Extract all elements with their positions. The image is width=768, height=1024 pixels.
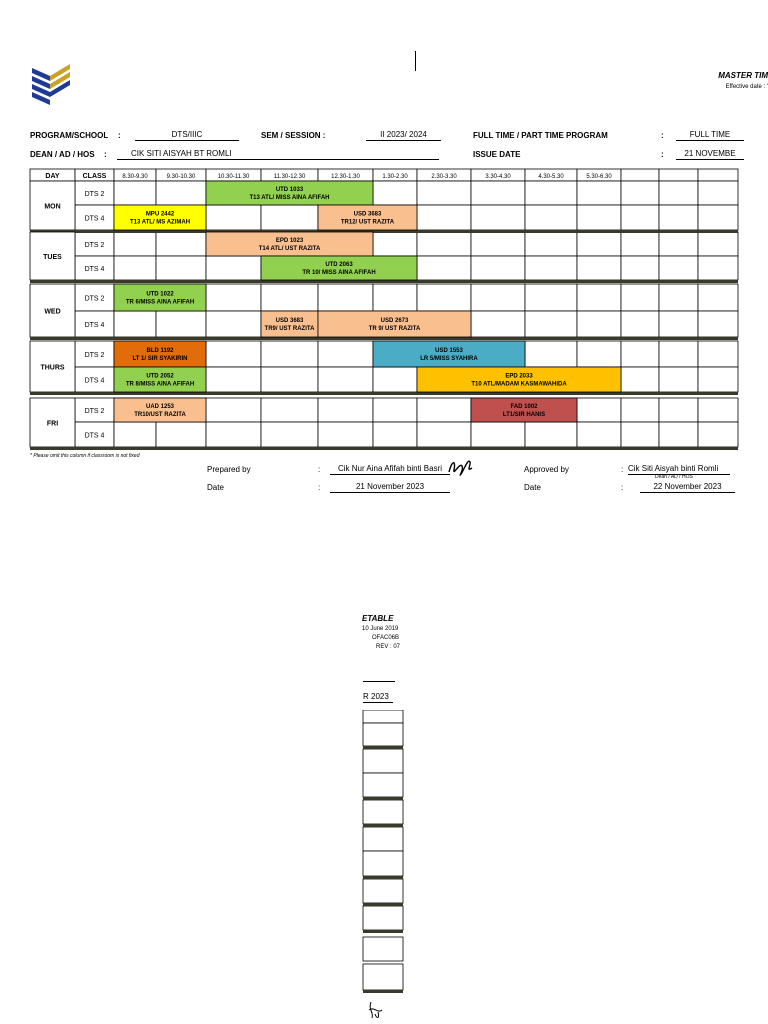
- class-block: [261, 311, 318, 337]
- course-room-lecturer: TR10/UST RAZITA: [134, 412, 186, 418]
- course-code: BLD 1192: [146, 348, 174, 354]
- grid-cell: [698, 422, 738, 447]
- grid-cell: [698, 181, 738, 205]
- grid-cell: [698, 367, 738, 392]
- grid-cell: [363, 800, 403, 824]
- grid-cell: [261, 284, 318, 311]
- grid-cell: [417, 284, 471, 311]
- class-label: DTS 4: [84, 432, 105, 440]
- prepared-date: 21 November 2023: [330, 482, 450, 493]
- dean-value: CIK SITI AISYAH BT ROMLI: [117, 149, 439, 160]
- prepared-by-value: Cik Nur Aina Afifah binti Basri: [330, 464, 450, 475]
- class-block: [114, 367, 206, 392]
- grid-cell: [471, 181, 525, 205]
- footnote: * Please omit this column if classroom is not fixed: [30, 453, 140, 459]
- header-label: 3.30-4.30: [485, 174, 511, 180]
- header-label: 4.30-5.30: [538, 174, 564, 180]
- grid-cell: [577, 181, 621, 205]
- course-room-lecturer: LT 1/ SIR SYAKIRIN: [132, 356, 188, 362]
- grid-cell: [417, 232, 471, 256]
- program-label: PROGRAM/SCHOOL: [30, 131, 109, 140]
- course-code: USD 2673: [380, 318, 409, 324]
- grid-cell: [363, 827, 403, 851]
- day-divider: [30, 230, 738, 233]
- header-cell: [659, 169, 698, 181]
- fulltime-value: FULL TIME: [676, 130, 744, 141]
- grid-cell: [206, 205, 261, 230]
- class-label: DTS 4: [84, 377, 105, 385]
- grid-cell: [471, 256, 525, 280]
- course-code: UTD 1033: [275, 187, 304, 193]
- grid-cell: [525, 422, 577, 447]
- grid-cell: [373, 284, 417, 311]
- grid-cell: [156, 422, 206, 447]
- class-label: DTS 2: [84, 352, 105, 359]
- course-code: EPD 1023: [275, 238, 304, 244]
- grid-cell: [621, 311, 659, 337]
- grid-cell: [114, 422, 156, 447]
- signature: [446, 452, 474, 480]
- course-room-lecturer: TR 10/ MISS AINA AFIFAH: [302, 270, 376, 276]
- grid-cell: [698, 205, 738, 230]
- grid-cell: [698, 398, 738, 422]
- grid-cell: [318, 367, 373, 392]
- grid-cell: [577, 311, 621, 337]
- grid-cell: [206, 398, 261, 422]
- header-label: 11.30-12.30: [273, 174, 306, 180]
- grid-cell: [206, 284, 261, 311]
- header-label: 5.30-6.30: [586, 174, 612, 180]
- course-room-lecturer: TR 6/MISS AINA AFIFAH: [125, 299, 195, 306]
- page2-date: 10 June 2019: [362, 626, 399, 632]
- colon: :: [661, 131, 664, 140]
- class-block: [114, 205, 206, 230]
- colon: :: [118, 131, 121, 140]
- grid-cell: [261, 398, 318, 422]
- grid-cell: [261, 367, 318, 392]
- grid-cell: [525, 341, 577, 367]
- grid-cell: [206, 367, 261, 392]
- grid-cell: [373, 398, 417, 422]
- grid-cell: [577, 422, 621, 447]
- day-label: THURS: [40, 364, 65, 372]
- grid-cell: [156, 256, 206, 280]
- timetable: [0, 0, 768, 460]
- page2-grid: [360, 710, 410, 1000]
- sem-value: II 2023/ 2024: [366, 130, 441, 141]
- program-value: DTS/IIIC: [135, 130, 239, 141]
- prepared-by-label: Prepared by: [207, 465, 251, 474]
- course-room-lecturer: T10 ATL/MADAM KASMAWAHIDA: [471, 381, 567, 388]
- grid-cell: [417, 256, 471, 280]
- grid-cell: [698, 256, 738, 280]
- day-divider: [363, 990, 403, 993]
- grid-cell: [363, 937, 403, 961]
- grid-cell: [621, 205, 659, 230]
- fulltime-label: FULL TIME / PART TIME PROGRAM: [473, 131, 608, 140]
- grid-cell: [206, 422, 261, 447]
- grid-cell: [659, 232, 698, 256]
- dean-label: DEAN / AD / HOS: [30, 150, 95, 159]
- sem-label: SEM / SESSION :: [261, 131, 326, 140]
- course-code: USD 3683: [275, 318, 304, 324]
- header-label: 12.30-1.30: [331, 174, 360, 180]
- grid-cell: [318, 341, 373, 367]
- header-label: CLASS: [82, 173, 107, 180]
- grid-cell: [363, 773, 403, 797]
- grid-cell: [318, 398, 373, 422]
- colon: :: [661, 150, 664, 159]
- day-divider: [363, 746, 403, 749]
- class-block: [114, 398, 206, 422]
- day-divider: [363, 876, 403, 879]
- grid-cell: [156, 181, 206, 205]
- grid-cell: [659, 205, 698, 230]
- class-block: [471, 398, 577, 422]
- course-room-lecturer: T13 ATL/ MISS AINA AFIFAH: [249, 195, 330, 201]
- grid-cell: [261, 422, 318, 447]
- grid-cell: [206, 311, 261, 337]
- grid-cell: [577, 232, 621, 256]
- header-label: 8.30-9.30: [122, 174, 148, 180]
- grid-cell: [114, 256, 156, 280]
- grid-cell: [659, 284, 698, 311]
- grid-cell: [417, 398, 471, 422]
- class-block: [261, 256, 417, 280]
- day-label: TUES: [43, 254, 62, 261]
- grid-cell: [363, 879, 403, 903]
- grid-cell: [114, 232, 156, 256]
- course-room-lecturer: TR12/ UST RAZITA: [340, 219, 395, 226]
- header-label: 10.30-11.30: [217, 174, 250, 180]
- grid-cell: [621, 422, 659, 447]
- class-block: [206, 232, 373, 256]
- grid-cell: [114, 311, 156, 337]
- class-block: [114, 284, 206, 311]
- course-code: FAD 1002: [510, 404, 538, 410]
- grid-cell: [318, 284, 373, 311]
- grid-cell: [621, 398, 659, 422]
- grid-cell: [373, 181, 417, 205]
- grid-cell: [373, 422, 417, 447]
- approved-by-label: Approved by: [524, 465, 569, 474]
- grid-cell: [525, 205, 577, 230]
- grid-cell: [363, 723, 403, 746]
- class-label: DTS 2: [84, 191, 105, 198]
- class-block: [318, 311, 471, 337]
- course-code: USD 3683: [353, 211, 382, 218]
- issue-label: ISSUE DATE: [473, 150, 521, 159]
- grid-cell: [659, 311, 698, 337]
- grid-cell: [698, 311, 738, 337]
- course-room-lecturer: TR 9/ UST RAZITA: [368, 326, 421, 332]
- class-block: [318, 205, 417, 230]
- course-code: EPD 2033: [505, 373, 533, 380]
- grid-cell: [698, 284, 738, 311]
- grid-cell: [156, 232, 206, 256]
- date-label: Date: [207, 483, 224, 492]
- date-label-2: Date: [524, 483, 541, 492]
- class-block: [114, 341, 206, 367]
- grid-cell: [659, 422, 698, 447]
- grid-cell: [525, 284, 577, 311]
- course-room-lecturer: TR9/ UST RAZITA: [264, 326, 315, 332]
- signature-2: [366, 1000, 386, 1022]
- day-divider: [30, 337, 738, 340]
- grid-cell: [525, 181, 577, 205]
- grid-cell: [621, 232, 659, 256]
- course-code: UTD 1022: [146, 291, 174, 298]
- day-divider: [363, 824, 403, 827]
- day-divider: [363, 930, 403, 933]
- grid-cell: [577, 256, 621, 280]
- day-divider: [363, 903, 403, 906]
- course-room-lecturer: LT1/SIR HANIS: [502, 412, 546, 418]
- grid-cell: [471, 422, 525, 447]
- day-label: FRI: [46, 420, 59, 428]
- class-label: DTS 2: [84, 242, 105, 249]
- course-room-lecturer: TR 8/MISS AINA AFIFAH: [125, 381, 195, 388]
- course-room-lecturer: LR 5/MISS SYAHIRA: [420, 356, 478, 362]
- grid-cell: [525, 232, 577, 256]
- class-label: DTS 4: [84, 266, 105, 273]
- class-label: DTS 2: [84, 408, 105, 415]
- header-label: 9.30-10.30: [166, 174, 196, 180]
- class-label: DTS 2: [84, 295, 105, 303]
- grid-cell: [698, 232, 738, 256]
- page2-issue: R 2023: [363, 692, 393, 703]
- page2-code: OFAC06B: [372, 635, 400, 641]
- course-room-lecturer: T13 ATL/ MS AZIMAH: [129, 219, 191, 226]
- grid-cell: [659, 256, 698, 280]
- course-code: UTD 2052: [146, 373, 174, 380]
- effective-date: Effective date : ': [725, 84, 768, 90]
- grid-cell: [261, 205, 318, 230]
- course-code: MPU 2442: [145, 211, 175, 218]
- page2-line: [363, 681, 395, 682]
- grid-cell: [471, 205, 525, 230]
- grid-cell: [261, 341, 318, 367]
- grid-cell: [363, 906, 403, 930]
- grid-cell: [621, 341, 659, 367]
- approved-by-value: Cik Siti Aisyah binti Romli: [628, 464, 730, 475]
- course-code: UAD 1253: [145, 404, 175, 410]
- course-code: USD 1553: [435, 348, 463, 354]
- document-title: MASTER TIM: [718, 71, 768, 80]
- grid-cell: [659, 181, 698, 205]
- grid-cell: [114, 181, 156, 205]
- grid-cell: [525, 256, 577, 280]
- day-label: MON: [44, 203, 61, 211]
- day-divider: [363, 797, 403, 800]
- class-block: [417, 367, 621, 392]
- grid-cell: [363, 710, 403, 723]
- grid-cell: [156, 311, 206, 337]
- page2-rev: REV : 07: [376, 644, 401, 650]
- header-label: 1.30-2.30: [382, 174, 408, 180]
- issue-value: 21 NOVEMBE: [676, 149, 744, 160]
- grid-cell: [206, 256, 261, 280]
- grid-cell: [373, 232, 417, 256]
- header-label: 2.30-3.30: [431, 174, 457, 180]
- grid-cell: [659, 367, 698, 392]
- grid-cell: [621, 367, 659, 392]
- grid-cell: [206, 341, 261, 367]
- class-block: [206, 181, 373, 205]
- grid-cell: [577, 341, 621, 367]
- day-label: WED: [44, 308, 61, 316]
- grid-cell: [577, 398, 621, 422]
- grid-cell: [417, 205, 471, 230]
- approved-date: 22 November 2023: [640, 482, 735, 493]
- page2-title: ETABLE: [362, 614, 394, 623]
- day-divider: [30, 280, 738, 283]
- grid-cell: [525, 311, 577, 337]
- grid-cell: [621, 256, 659, 280]
- class-label: DTS 4: [84, 215, 105, 223]
- grid-cell: [659, 341, 698, 367]
- grid-cell: [363, 851, 403, 876]
- grid-cell: [417, 181, 471, 205]
- day-divider: [30, 447, 738, 450]
- header-label: DAY: [45, 173, 60, 180]
- grid-cell: [621, 181, 659, 205]
- grid-cell: [471, 311, 525, 337]
- grid-cell: [417, 422, 471, 447]
- grid-cell: [621, 284, 659, 311]
- course-code: UTD 2063: [325, 262, 353, 268]
- class-label: DTS 4: [84, 322, 105, 329]
- grid-cell: [577, 205, 621, 230]
- class-block: [373, 341, 525, 367]
- grid-cell: [373, 367, 417, 392]
- grid-cell: [363, 749, 403, 773]
- header-cell: [621, 169, 659, 181]
- day-divider: [30, 392, 738, 395]
- grid-cell: [659, 398, 698, 422]
- grid-cell: [471, 232, 525, 256]
- grid-cell: [363, 964, 403, 990]
- header-cell: [698, 169, 738, 181]
- colon: :: [104, 150, 107, 159]
- grid-cell: [318, 422, 373, 447]
- course-room-lecturer: T14 ATL/ UST RAZITA: [258, 246, 321, 252]
- grid-cell: [577, 284, 621, 311]
- grid-cell: [698, 341, 738, 367]
- approved-role: Dean / AD / HOS: [655, 474, 693, 480]
- grid-cell: [471, 284, 525, 311]
